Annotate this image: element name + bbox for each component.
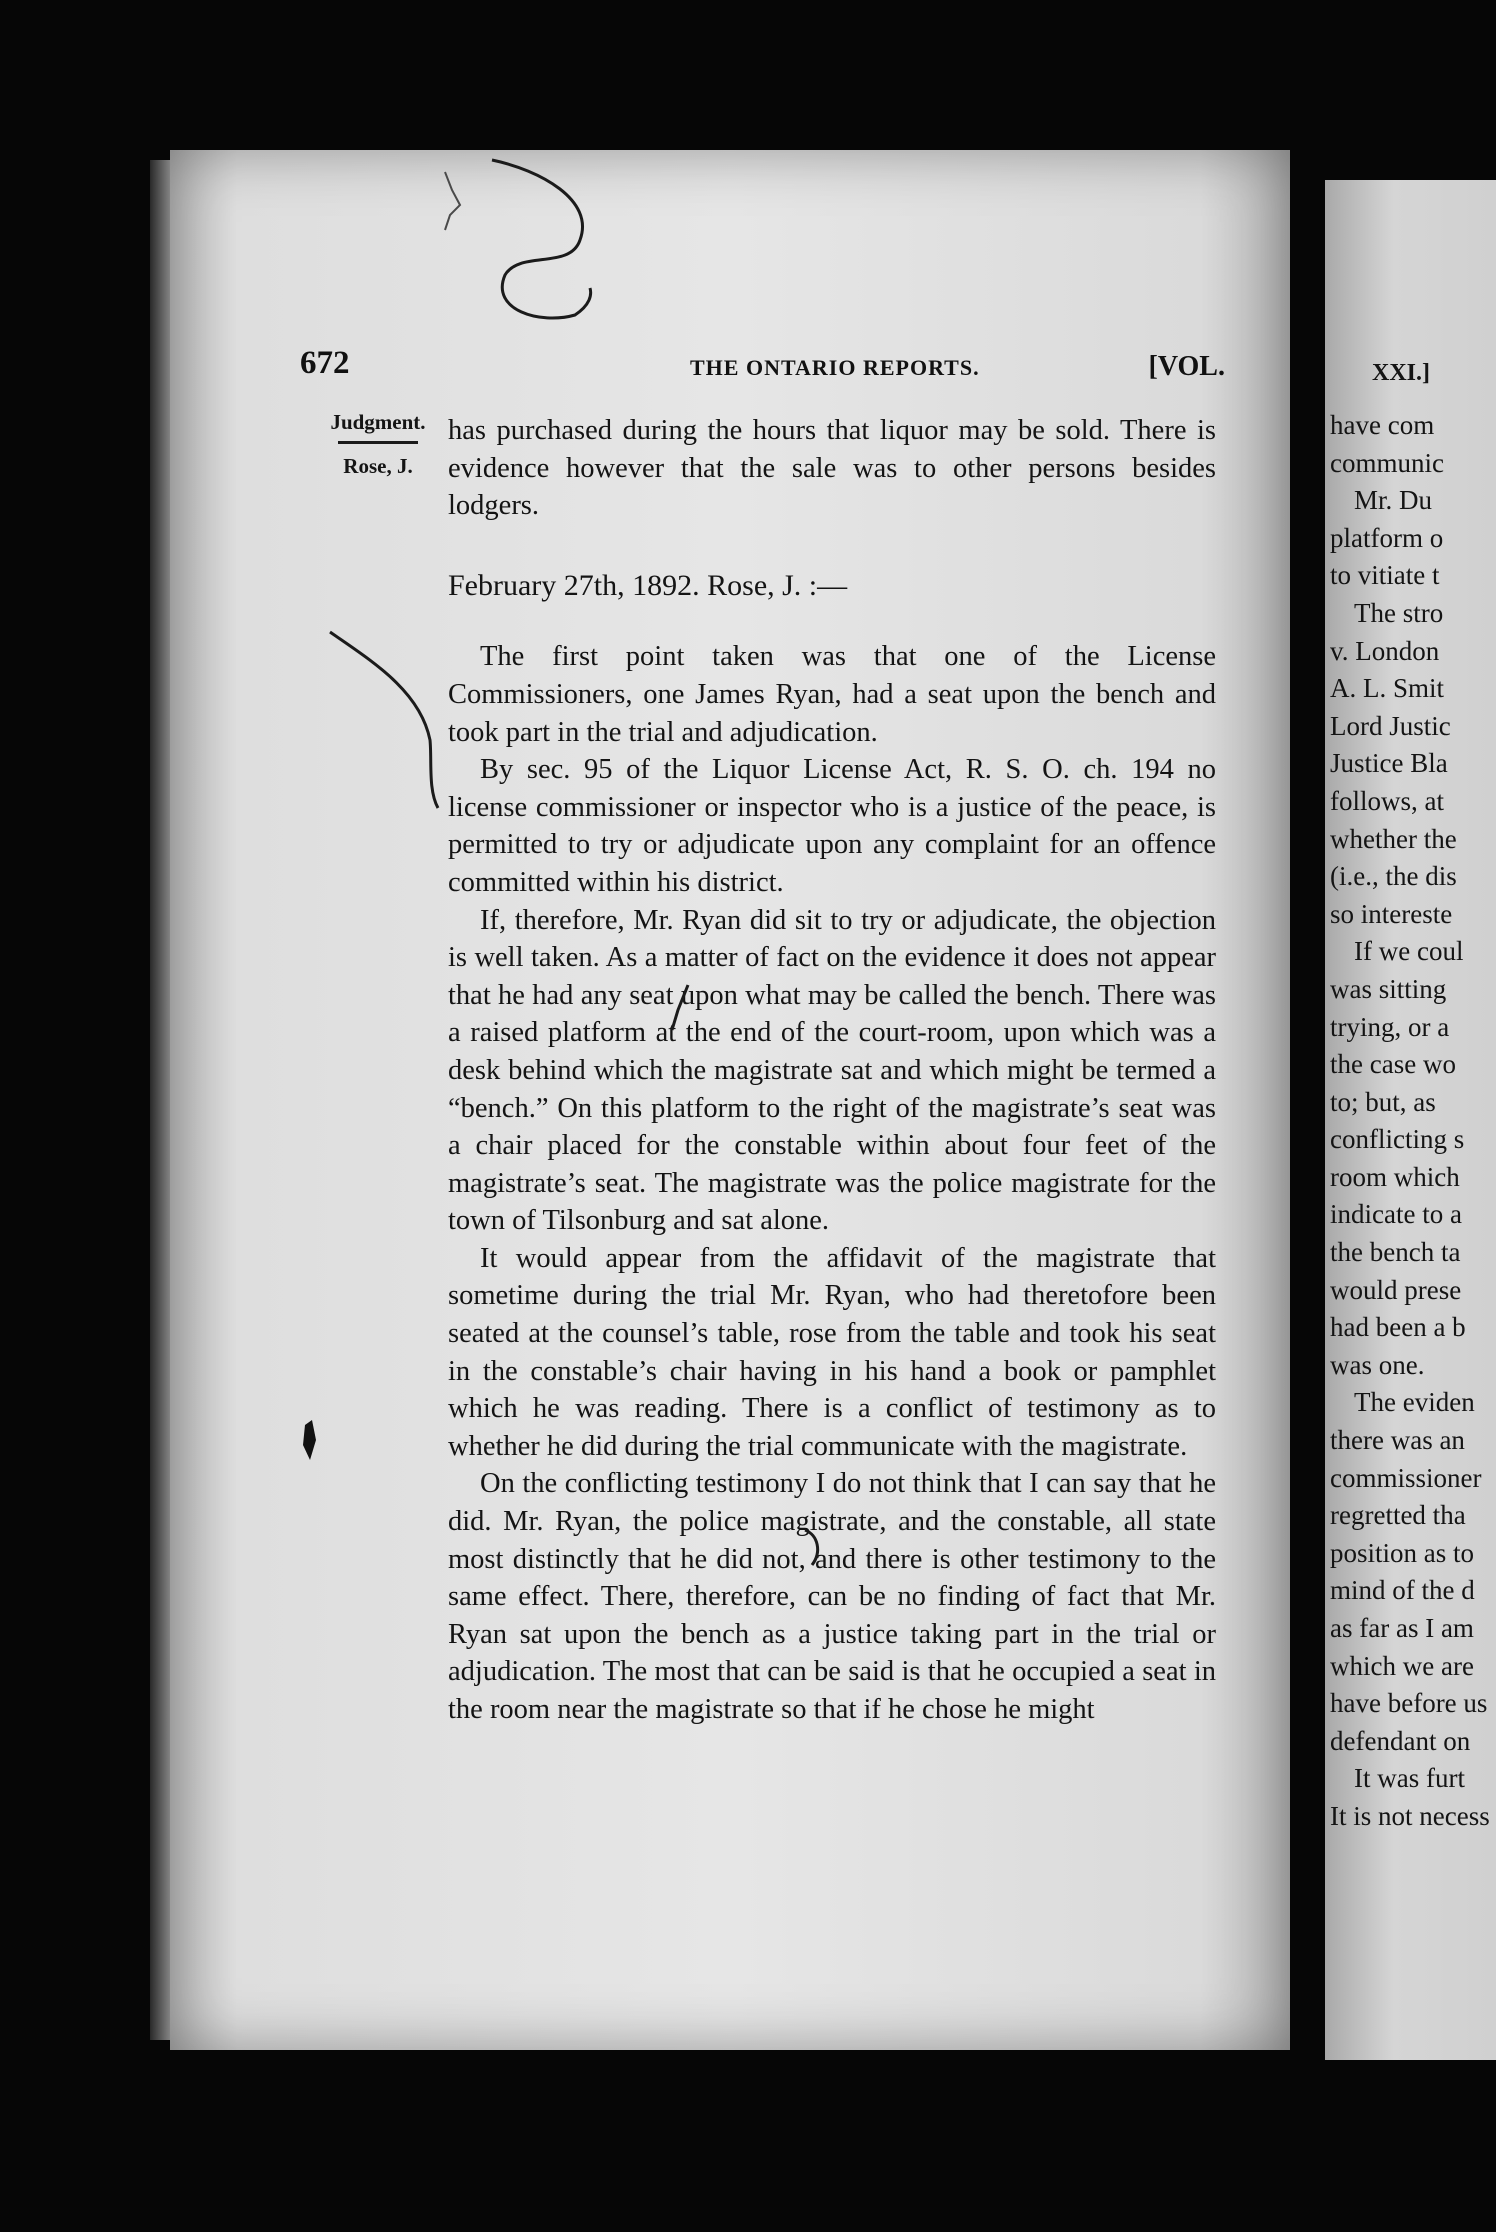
facing-line: If we coul [1354,936,1464,967]
facing-line: communic [1330,447,1444,478]
margin-note [320,410,436,479]
facing-line: The eviden [1354,1387,1475,1418]
facing-line: indicate to a [1330,1199,1462,1230]
facing-line: commissioner [1330,1462,1482,1493]
facing-line: was one. [1330,1349,1425,1380]
facing-line: It is not necess [1330,1800,1490,1831]
facing-page-text [1330,355,1496,1836]
facing-line: had been a b [1330,1312,1466,1343]
paragraph: On the conflicting testimony I do not think that I can say that he did. Mr. Ryan, the police magistrate, and the constable, all state most distinctly that he did not, and there is other testimony to the same effect. There, therefore, can be no finding of fact that Mr. Ryan sat upon the bench as a justice taking part in the trial or adjudication. The most that can be said is that he occupied a seat in the room near the magistrate so that if he chose he might [448,1468,1216,1725]
page-number: 672 [300,345,350,381]
facing-line: there was an [1330,1425,1465,1456]
facing-line: to vitiate t [1330,560,1440,591]
facing-line: have com [1330,410,1435,440]
facing-line: Lord Justic [1330,710,1451,741]
body-text-column [448,412,1216,1729]
facing-line: the case wo [1330,1049,1456,1080]
paragraph: It would appear from the affidavit of the magistrate that sometime during the trial Mr. Ryan, who had theretofore been seated at the counsel’s table, rose from the table and took his seat in the constable’s chair having in his hand a book or pamphlet which he was reading. There is a conflict of testimony as to whether he did during the trial communicate with the magistrate. [448,1242,1216,1462]
facing-line: position as to [1330,1537,1475,1568]
facing-line: whether the [1330,823,1457,854]
facing-line: A. L. Smit [1330,673,1445,704]
facing-line: platform o [1330,522,1444,553]
volume-marker: [VOL. [1148,351,1225,382]
facing-line: as far as I am [1330,1613,1474,1643]
margin-judge: Rose, J. [343,454,413,478]
facing-line: Mr. Du [1354,485,1433,516]
facing-line: room which [1330,1161,1460,1192]
facing-line: which we are [1330,1650,1474,1681]
facing-line: Justice Bla [1330,748,1448,779]
paragraph: By sec. 95 of the Liquor License Act, R. S. O. ch. 194 no license commissioner or inspector who is a justice of the peace, is permitted to try or adjudicate upon any complaint for an offence committed within his district. [448,754,1216,898]
paragraph: If, therefore, Mr. Ryan did sit to try or adjudicate, the objection is well taken. As a matter of fact on the evidence it does not appear that he had any seat upon what may be called the bench. There was a raised platform at the end of the court-room, upon which was a desk behind which the magistrate sat and which might be termed a “bench.” On this platform to the right of the magistrate’s seat was a chair placed for the constable within about four feet of the magistrate’s seat. The magistrate was the police magistrate for the town of Tilsonburg and sat alone. [448,904,1216,1237]
facing-page-header: XXI.] [1372,360,1430,386]
facing-line: v. London [1330,635,1440,666]
page-header [300,345,1225,385]
facing-line: conflicting s [1330,1124,1465,1155]
margin-rule [338,441,418,444]
book-gutter-edge [150,160,172,2040]
facing-line: was sitting [1330,973,1447,1004]
facing-line: the bench ta [1330,1237,1461,1268]
margin-heading: Judgment. [330,410,426,434]
paragraph: The first point taken was that one of the License Commissioners, one James Ryan, had a seat upon the bench and took part in the trial and adjudication. [448,641,1216,748]
opening-paragraph: has purchased during the hours that liquor may be sold. There is evidence however that the sale was to other persons besides lodgers. [448,415,1216,522]
facing-line: defendant on [1330,1725,1471,1756]
running-title: THE ONTARIO REPORTS. [690,355,980,380]
facing-line: trying, or a [1330,1011,1450,1042]
facing-line: The stro [1354,597,1444,628]
facing-line: mind of the d [1330,1575,1475,1606]
facing-line: It was furt [1354,1763,1465,1794]
date-line: February 27th, 1892. Rose, J. :— [448,568,848,602]
facing-line: regretted tha [1330,1500,1466,1531]
facing-line: have before us [1330,1688,1488,1719]
facing-line: (i.e., the dis [1330,861,1457,892]
facing-line: would prese [1330,1274,1462,1305]
facing-line: to; but, as [1330,1086,1436,1117]
facing-line: follows, at [1330,785,1444,816]
facing-line: so intereste [1330,898,1453,929]
